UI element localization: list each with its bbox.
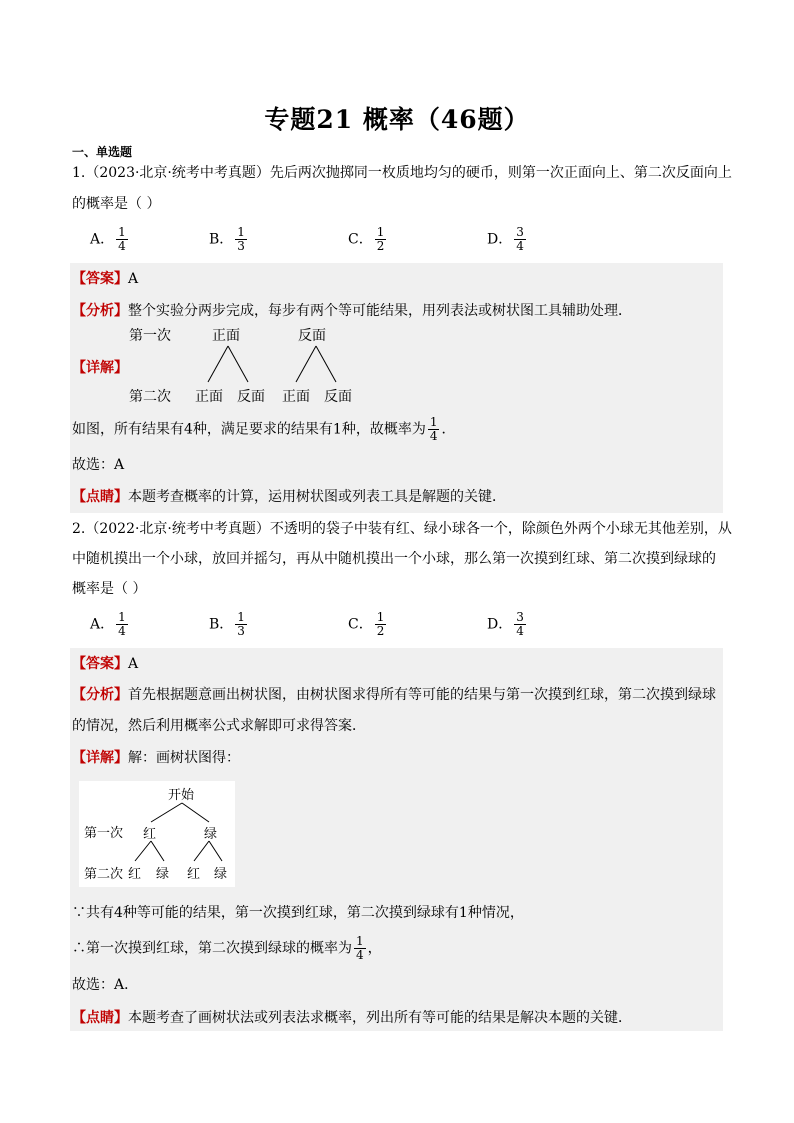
denominator: 3 bbox=[237, 239, 245, 253]
q2-option-c bbox=[348, 611, 388, 638]
tree-first-label: 第一次 bbox=[84, 826, 124, 841]
detail-tag: 【详解】 bbox=[72, 360, 128, 376]
q2-detail bbox=[72, 748, 240, 768]
answer-tag: 【答案】 bbox=[72, 656, 128, 672]
option-label: A． bbox=[90, 616, 115, 633]
denominator: 2 bbox=[376, 624, 385, 638]
q2-option-b bbox=[209, 611, 249, 638]
denominator: 4 bbox=[516, 624, 524, 638]
q2-because: ∵共有4种等可能的结果，第一次摸到红球，第二次摸到绿球有1种情况， bbox=[72, 905, 524, 921]
tree-node-red: 红 bbox=[143, 827, 157, 842]
q2-option-a bbox=[90, 611, 130, 638]
tree-first-label: 第一次 bbox=[129, 328, 171, 344]
conclusion-text: 如图，所有结果有4种，满足要求的结果有1种，故概率为 bbox=[72, 421, 426, 438]
comment-tag: 【点睛】 bbox=[72, 1010, 128, 1026]
tree-node-heads: 正面 bbox=[212, 328, 240, 344]
answer-value: A bbox=[128, 656, 139, 672]
tree-second-label: 第二次 bbox=[129, 389, 171, 405]
option-label: C． bbox=[348, 231, 373, 248]
q2-comment bbox=[72, 1008, 632, 1028]
q2-analysis-line1 bbox=[72, 685, 716, 705]
q1-option-a bbox=[90, 226, 130, 253]
denominator: 4 bbox=[356, 948, 364, 962]
therefore-fraction bbox=[354, 935, 366, 962]
therefore-text: ∴第一次摸到红球，第二次摸到绿球的概率为 bbox=[72, 940, 352, 957]
option-fraction bbox=[514, 611, 526, 638]
numerator: 1 bbox=[237, 610, 245, 624]
denominator: 4 bbox=[429, 429, 438, 443]
detail-tag: 【详解】 bbox=[72, 750, 128, 766]
q2-choice: 故选：A． bbox=[72, 977, 139, 993]
q1-option-c bbox=[348, 226, 388, 253]
section-heading: 一、单选题 bbox=[72, 145, 133, 159]
q2-stem-line1: 2.（2022·北京·统考中考真题）不透明的袋子中装有红、绿小球各一个，除颜色外两个小球无其他差别，从 bbox=[72, 521, 732, 537]
q1-stem-line1: 1.（2023·北京·统考中考真题）先后两次抛掷同一枚质地均匀的硬币，则第一次正面向上、第二次反面向上 bbox=[72, 165, 732, 181]
numerator: 1 bbox=[356, 934, 364, 948]
option-fraction bbox=[514, 226, 526, 253]
conclusion-fraction bbox=[428, 416, 440, 443]
q1-choice: 故选：A bbox=[72, 457, 125, 473]
option-fraction bbox=[116, 611, 128, 638]
option-fraction bbox=[235, 611, 247, 638]
option-label: D． bbox=[487, 231, 513, 248]
tree-branches bbox=[190, 344, 370, 384]
q1-conclusion bbox=[72, 416, 455, 443]
comment-tag: 【点睛】 bbox=[72, 489, 128, 505]
numerator: 1 bbox=[237, 225, 245, 239]
comment-text: 本题考查概率的计算，运用树状图或列表工具是解题的关键． bbox=[128, 489, 506, 505]
page-title: 专题21 概率（46题） bbox=[264, 105, 530, 134]
answer-tag: 【答案】 bbox=[72, 271, 128, 287]
therefore-suffix: ， bbox=[367, 940, 382, 957]
option-label: D． bbox=[487, 616, 513, 633]
option-label: B． bbox=[209, 231, 234, 248]
option-label: B． bbox=[209, 616, 234, 633]
option-fraction bbox=[116, 226, 128, 253]
q1-answer bbox=[72, 269, 138, 289]
q1-option-b bbox=[209, 226, 249, 253]
q2-stem-line3: 概率是（ ） bbox=[72, 581, 147, 597]
q2-tree-diagram bbox=[79, 781, 235, 887]
q1-detail-tag bbox=[72, 358, 128, 378]
tree-leaf: 反面 bbox=[324, 389, 352, 405]
analysis-tag: 【分析】 bbox=[72, 303, 128, 319]
q2-analysis-line2: 的情况，然后利用概率公式求解即可求得答案． bbox=[72, 718, 366, 734]
q2-answer bbox=[72, 654, 138, 674]
q1-comment bbox=[72, 487, 506, 507]
conclusion-suffix: ． bbox=[441, 421, 456, 438]
q2-option-d bbox=[487, 611, 528, 638]
comment-text: 本题考查了画树状法或列表法求概率，列出所有等可能的结果是解决本题的关键． bbox=[128, 1010, 632, 1026]
numerator: 1 bbox=[376, 225, 385, 239]
tree-leaf: 反面 bbox=[237, 389, 265, 405]
denominator: 4 bbox=[118, 624, 126, 638]
numerator: 3 bbox=[516, 610, 524, 624]
numerator: 1 bbox=[376, 610, 385, 624]
tree-node-tails: 反面 bbox=[298, 328, 326, 344]
numerator: 1 bbox=[429, 415, 438, 429]
tree-node-green: 绿 bbox=[204, 827, 218, 842]
option-fraction bbox=[375, 226, 387, 253]
numerator: 1 bbox=[118, 610, 126, 624]
numerator: 3 bbox=[516, 225, 524, 239]
q1-option-d bbox=[487, 226, 528, 253]
denominator: 4 bbox=[516, 239, 524, 253]
tree-leaf: 正面 bbox=[282, 389, 310, 405]
analysis-text: 首先根据题意画出树状图，由树状图求得所有等可能的结果与第一次摸到红球，第二次摸到绿球 bbox=[128, 687, 716, 703]
option-label: C． bbox=[348, 616, 373, 633]
analysis-tag: 【分析】 bbox=[72, 687, 128, 703]
detail-text: 解：画树状图得： bbox=[128, 750, 240, 766]
option-fraction bbox=[375, 611, 387, 638]
tree-leaf: 绿 bbox=[156, 867, 170, 882]
q2-therefore bbox=[72, 935, 382, 962]
denominator: 3 bbox=[237, 624, 245, 638]
tree-leaf: 红 bbox=[128, 867, 142, 882]
tree-leaf: 正面 bbox=[195, 389, 223, 405]
answer-value: A bbox=[128, 271, 139, 287]
denominator: 4 bbox=[118, 239, 126, 253]
analysis-text: 整个实验分两步完成，每步有两个等可能结果，用列表法或树状图工具辅助处理． bbox=[128, 303, 632, 319]
tree-second-label: 第二次 bbox=[84, 867, 124, 882]
tree-root: 开始 bbox=[168, 788, 195, 803]
denominator: 2 bbox=[376, 239, 385, 253]
q2-stem-line2: 中随机摸出一个小球，放回并摇匀，再从中随机摸出一个小球，那么第一次摸到红球、第二次摸到绿球的 bbox=[72, 551, 716, 567]
tree-leaf: 红 bbox=[187, 867, 201, 882]
numerator: 1 bbox=[118, 225, 126, 239]
q1-analysis bbox=[72, 301, 632, 321]
option-fraction bbox=[235, 226, 247, 253]
q1-stem-line2: 的概率是（ ） bbox=[72, 196, 161, 212]
tree-leaf: 绿 bbox=[214, 867, 228, 882]
option-label: A． bbox=[90, 231, 115, 248]
